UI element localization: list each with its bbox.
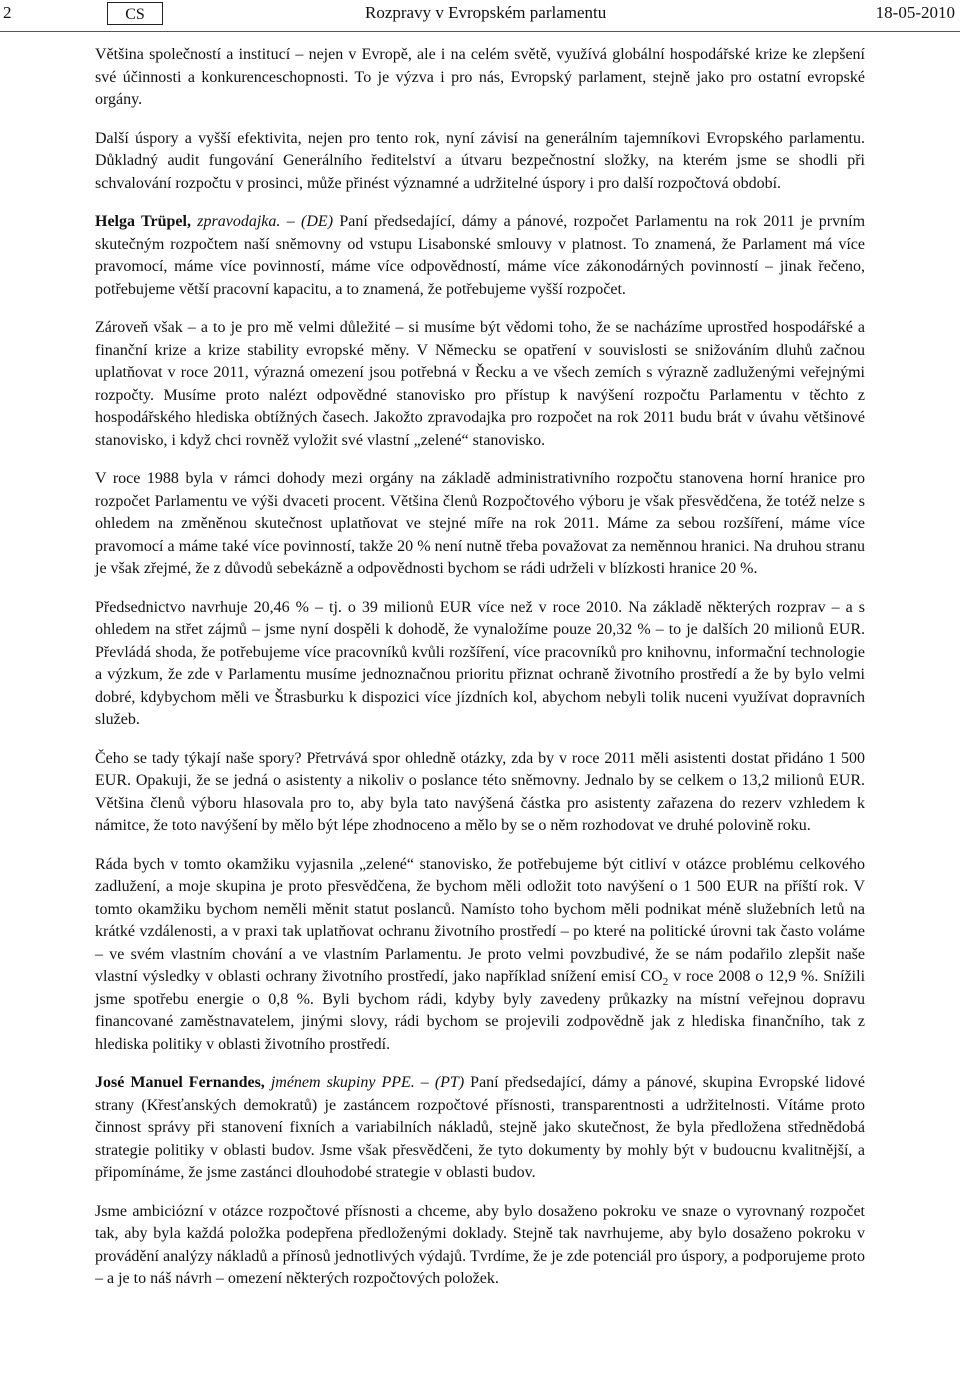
speaker-role: zpravodajka. [197, 213, 281, 230]
speech-fernandes: José Manuel Fernandes, jménem skupiny PPE. – (PT) Paní předsedající, dámy a pánové, skupina Evropské lidové strany (Křesťanských demokratů) je zastáncem rozpočtové přísnosti, transparentnosti a udržitelnosti. Vítáme proto činnost správy při stanovení fixních a variabilních nákladů, stejně jako skutečnost, že byla předložena střednědobá strategie politiky v oblasti budov. Jsme však přesvědčeni, že tyto dokumenty by mohly být v budoucnu kvalitnější, a připomínáme, že jsme zastánci dlouhodobé strategie v oblasti budov. [95, 1074, 866, 1181]
document-body [95, 44, 865, 1291]
speech-text: Paní předsedající, dámy a pánové, rozpočet Parlamentu na rok 2011 je prvním skutečným rozpočtem naší sněmovny od vstupu Lisabonské smlouvy v platnost. To znamená, že Parlament má více pravomocí, máme více povinností, máme více odpovědností, máme více zákonodárných povinností – jinak řečeno, potřebujeme větší pracovní kapacitu, a to znamená, že potřebujeme vyšší rozpočet. [95, 213, 866, 298]
header-divider [0, 31, 960, 32]
paragraph-7: Čeho se tady týkají naše spory? Přetrvává spor ohledně otázky, zda by v roce 2011 měli asistenti dostat přidáno 1 500 EUR. Opakuji, že se jedná o asistenty a nikoliv o poslance této sněmovny. Jednalo by se celkem o 13,2 milionů EUR. Většina členů výboru hlasovala pro to, aby byla tato navýšená částka pro asistenty zařazena do rezerv vzhledem k námitce, že toto navýšení by mělo být lépe zhodnoceno a mělo by se o něm rozhodovat ve druhé polovině roku. [95, 749, 865, 834]
publication-title: Rozpravy v Evropském parlamentu [365, 3, 607, 22]
speaker-name: Helga Trüpel, [95, 213, 191, 230]
paragraph-10: Jsme ambiciózní v otázce rozpočtové přísnosti a chceme, aby bylo dosaženo pokroku ve snaze o vyrovnaný rozpočet tak, aby byla každá položka podepřena předloženými doklady. Stejně tak navrhujeme, aby bylo dosaženo pokroku v provádění analýzy nákladů a přínosů jednotlivých výdajů. Tvrdíme, že je zde potenciál pro úspory, a podporujeme proto – a je to náš návrh – omezení některých rozpočtových položek. [95, 1202, 865, 1287]
paragraph-8 [95, 854, 865, 1057]
page-header [0, 0, 960, 30]
speaker-name: José Manuel Fernandes, [95, 1074, 265, 1091]
paragraph-5: V roce 1988 byla v rámci dohody mezi orgány na základě administrativního rozpočtu stanovena horní hranice pro rozpočet Parlamentu ve výši dvaceti procent. Většina členů Rozpočtového výboru je však přesvědčena, že totéž nelze s ohledem na změněnou skutečnost uplatňovat ve stejné míře na rok 2011. Máme za sebou rozšíření, máme více pravomocí a máme také více povinností, takže 20 % není nutně třeba považovat za neměnnou hranici. Na druhou stranu je však zřejmé, že z důvodů sebekázně a odpovědnosti bychom se rádi udrželi v blízkosti hranice 20 %. [95, 470, 865, 577]
speaker-role: jménem skupiny PPE. [270, 1074, 415, 1091]
paragraph-8-text-start: Ráda bych v tomto okamžiku vyjasnila „zelené“ stanovisko, že potřebujeme být citliví v otázce problému celkového zadlužení, a moje skupina je proto přesvědčena, že bychom měli odložit toto navýšení o 1 500 EUR na příští rok. V tomto okamžiku bychom neměli měnit statut poslanců. Namísto toho bychom měli podnikat méně služebních letů na krátké vzdálenosti, a v praxi tak uplatňovat ochranu životního prostředí – po které na politické úrovni tak často voláme – ve svém vlastním chování a ve vlastním Parlamentu. Je proto velmi povzbudivé, že se nám podařilo zlepšit naše vlastní výsledky v oblasti ochrany životního prostředí, jako například snížení emisí CO [95, 855, 865, 985]
speech-text: Paní předsedající, dámy a pánové, skupina Evropské lidové strany (Křesťanských demokratů) je zastáncem rozpočtové přísnosti, transparentnosti a udržitelnosti. Vítáme proto činnost správy při stanovení fixních a variabilních nákladů, stejně jako skutečnost, že byla předložena střednědobá strategie politiky v oblasti budov. Jsme však přesvědčeni, že tyto dokumenty by mohly být v budoucnu kvalitnější, a připomínáme, že jsme zastánci dlouhodobé strategie v oblasti budov. [95, 1074, 866, 1181]
speech-truepel: Helga Trüpel, zpravodajka. – (DE) Paní předsedající, dámy a pánové, rozpočet Parlamentu na rok 2011 je prvním skutečným rozpočtem naší sněmovny od vstupu Lisabonské smlouvy v platnost. To znamená, že Parlament má více pravomocí, máme více povinností, máme více odpovědností, máme více zákonodárných povinností – jinak řečeno, potřebujeme větší pracovní kapacitu, a to znamená, že potřebujeme vyšší rozpočet. [95, 213, 866, 298]
co2-subscript: 2 [662, 976, 669, 989]
publication-date: 18-05-2010 [875, 3, 955, 22]
page-number: 2 [3, 3, 12, 22]
speech-language: (DE) [301, 213, 334, 230]
paragraph-2: Další úspory a vyšší efektivita, nejen pro tento rok, nyní závisí na generálním tajemníkovi Evropského parlamentu. Důkladný audit fungování Generálního ředitelství a útvaru bezpečnostní složky, na kterém jsme se shodli při schvalování rozpočtu v prosinci, může přinést významné a udržitelné úspory i pro další rozpočtová období. [95, 129, 865, 192]
paragraph-8-text-end: v roce 2008 o 12,9 %. Snížili jsme spotřebu energie o 0,8 %. Byli bychom rádi, kdyby byly zavedeny průkazky na místní veřejnou dopravu financované zaměstnavatelem, jinými slovy, rádi bychom se projevili zodpovědně jak z hlediska finančního, tak z hlediska politiky v oblasti životního prostředí. [95, 968, 866, 1053]
paragraph-6: Předsednictvo navrhuje 20,46 % – tj. o 39 milionů EUR více než v roce 2010. Na základě některých rozprav – a s ohledem na střet zájmů – jsme nyní dospěli k dohodě, že vynaložíme pouze 20,32 % – to je dalších 20 milionů EUR. Převládá shoda, že potřebujeme více pracovníků kvůli rozšíření, více pracovníků pro knihovnu, informační technologie a výzkum, že zde v Parlamentu musíme jednoznačnou prioritu přiznat ochraně životního prostředí a že by bylo velmi dobré, kdybychom měli ve Štrasburku k dispozici více jízdních kol, abychom nebyli tolik nuceni využívat dopravních služeb. [95, 598, 865, 728]
paragraph-4: Zároveň však – a to je pro mě velmi důležité – si musíme být vědomi toho, že se nacházíme uprostřed hospodářské a finanční krize a krize stability evropské měny. V Německu se opatření v souvislosti se snižováním dluhů začnou uplatňovat v roce 2011, výrazná omezení jsou potřebná v Řecku a ve všech zemích s výrazně zadluženými veřejnými rozpočty. Musíme proto nalézt odpovědné stanovisko pro přístup k navýšení rozpočtu Parlamentu v těchto z hospodářského hlediska obtížných časech. Jakožto zpravodajka pro rozpočet na rok 2011 budu brát v úvahu většinové stanovisko, i když chci rovněž vyložit své vlastní „zelené“ stanovisko. [95, 319, 865, 449]
speech-language: (PT) [434, 1074, 465, 1091]
paragraph-1: Většina společností a institucí – nejen v Evropě, ale i na celém světě, využívá globální hospodářské krize ke zlepšení své účinnosti a konkurenceschopnosti. To je výzva i pro nás, Evropský parlament, stejně jako pro ostatní evropské orgány. [95, 46, 865, 108]
language-code-box: CS [107, 2, 163, 25]
